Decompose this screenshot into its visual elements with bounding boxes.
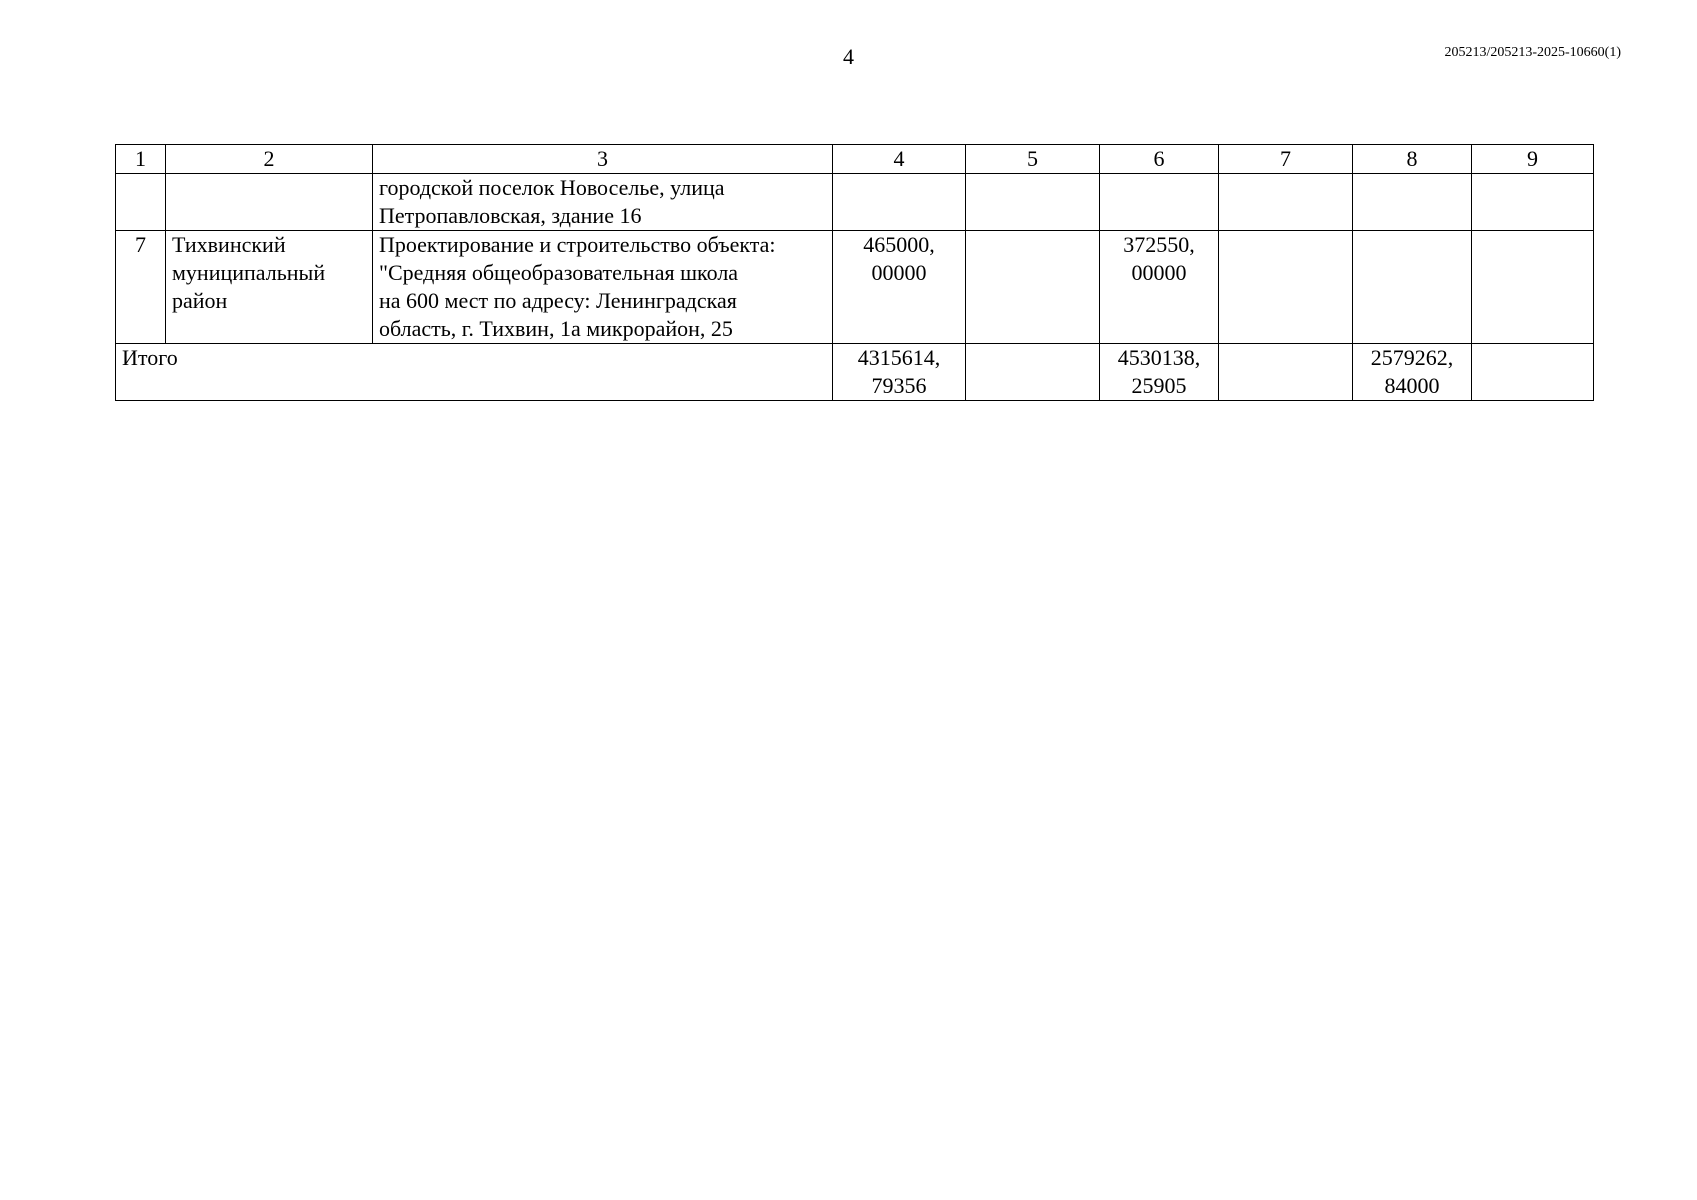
table-row [116, 231, 1594, 344]
object-cell: Проектирование и строительство объекта: "Средняя общеобразовательная школа на 600 мест по адресу: Ленинградская область, г. Тихвин, 1а микрорайон, 25 [373, 231, 833, 344]
total-value-col5 [966, 344, 1100, 401]
page-number: 4 [843, 44, 854, 69]
column-number-1: 1 [116, 145, 166, 174]
total-value-col7 [1219, 344, 1353, 401]
column-number-8: 8 [1353, 145, 1472, 174]
total-value-col6: 4530138, 25905 [1100, 344, 1219, 401]
total-label: Итого [116, 344, 833, 401]
value-cell-col9 [1472, 174, 1594, 231]
column-number-4: 4 [833, 145, 966, 174]
value-cell-col4: 465000, 00000 [833, 231, 966, 344]
total-row [116, 344, 1594, 401]
column-number-2: 2 [166, 145, 373, 174]
value-cell-col8 [1353, 174, 1472, 231]
object-cell: городской поселок Новоселье, улица Петропавловская, здание 16 [373, 174, 833, 231]
table-row [116, 174, 1594, 231]
value-cell-col9 [1472, 231, 1594, 344]
value-cell-col8 [1353, 231, 1472, 344]
value-cell-col6 [1100, 174, 1219, 231]
value-cell-col5 [966, 174, 1100, 231]
column-number-7: 7 [1219, 145, 1353, 174]
row-number-cell: 7 [116, 231, 166, 344]
value-cell-col5 [966, 231, 1100, 344]
total-value-col9 [1472, 344, 1594, 401]
column-number-5: 5 [966, 145, 1100, 174]
value-cell-col4 [833, 174, 966, 231]
value-cell-col7 [1219, 231, 1353, 344]
total-value-col4: 4315614, 79356 [833, 344, 966, 401]
row-number-cell [116, 174, 166, 231]
data-table [115, 144, 1594, 401]
total-value-col8: 2579262, 84000 [1353, 344, 1472, 401]
column-number-6: 6 [1100, 145, 1219, 174]
value-cell-col7 [1219, 174, 1353, 231]
column-number-9: 9 [1472, 145, 1594, 174]
value-cell-col6: 372550, 00000 [1100, 231, 1219, 344]
document-id: 205213/205213-2025-10660(1) [1444, 45, 1621, 60]
district-cell [166, 174, 373, 231]
district-cell: Тихвинский муниципальный район [166, 231, 373, 344]
column-number-3: 3 [373, 145, 833, 174]
column-number-row [116, 145, 1594, 174]
